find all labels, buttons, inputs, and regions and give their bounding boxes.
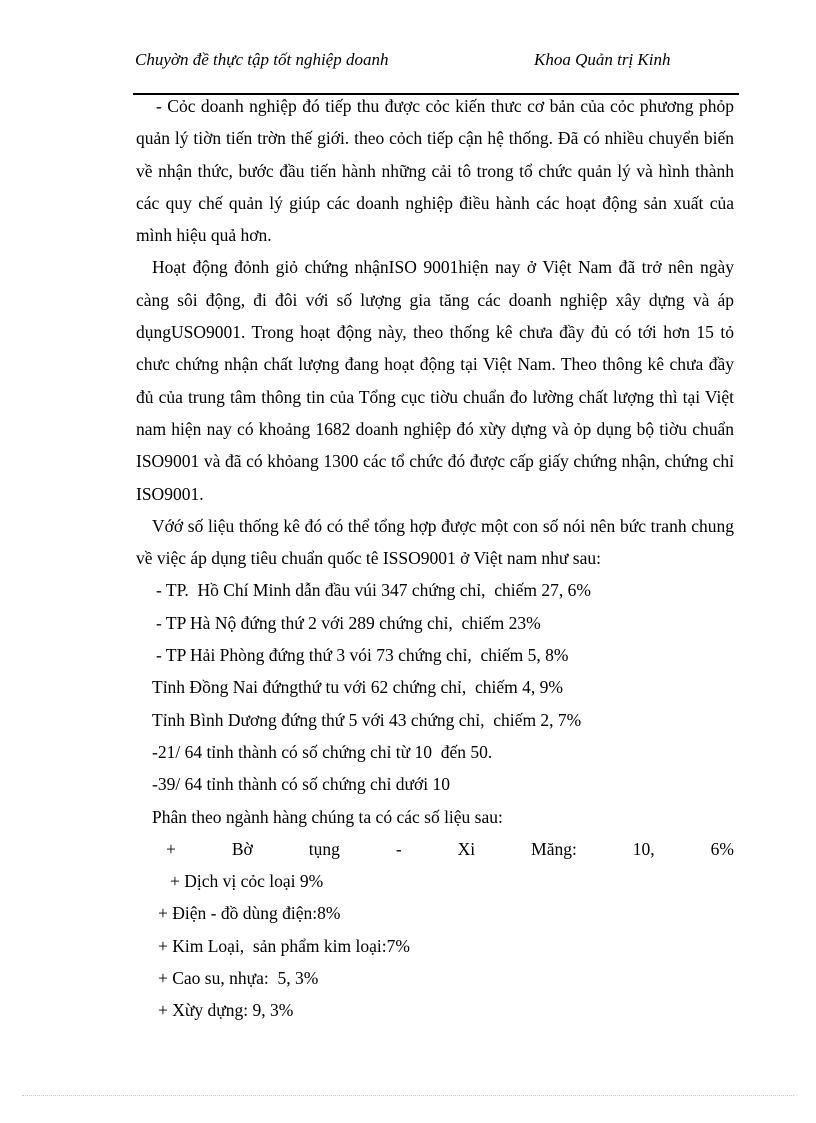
list-item: -39/ 64 tỉnh thành có số chứng chỉ dưới 10 [152, 774, 450, 795]
list-item: + Bờ tụng - Xi Măng: 10, 6% [166, 838, 734, 859]
header-left-title: Chuyờn đề thực tập tốt nghiệp doanh [135, 50, 389, 69]
list-item: + Dịch vị cỏc loại 9% [170, 871, 324, 892]
footer-divider [22, 1095, 794, 1096]
paragraph-2: Hoạt động đỏnh giỏ chứng nhậnISO 9001hiện nay ở Việt Nam đã trở nên ngày càng sôi động, đi đôi với số lượng gia tăng các doanh nghiệp xây dựng và áp dụngUSO9001. Trong hoạt động này, theo thống kê chưa đầy đủ có tới hơn 15 tỏ chưc chứng nhận chất lượng đang hoạt động tại Việt Nam. Theo thông kê chưa đầy đủ của trung tâm thông tin của Tổng cục tiờu chuẩn đo lường chất lượng thì tại Việt nam hiện nay có khoảng 1682 doanh nghiệp đó xừy dựng và ỏp dụng bộ tiờu chuẩn ISO9001 và đã có khỏang 1300 các tổ chức đó được cấp giấy chứng nhận, chứng chỉ ISO9001. [136, 257, 734, 504]
list-item: Tỉnh Đồng Nai đứngthứ tu với 62 chứng chỉ, chiếm 4, 9% [152, 677, 563, 698]
list-item: + Xừy dựng: 9, 3% [158, 1000, 294, 1021]
list-item: + Kim Loại, sản phẩm kim loại:7% [158, 935, 410, 956]
list-item: Tỉnh Bình Dương đứng thứ 5 với 43 chứng chỉ, chiếm 2, 7% [152, 709, 582, 730]
document-body [136, 90, 734, 1027]
list-item: + Cao su, nhựa: 5, 3% [158, 968, 319, 989]
list-item: Phân theo ngành hàng chúng ta có các số liệu sau: [152, 806, 503, 827]
list-item: + Điện - đồ dùng điện:8% [158, 903, 341, 924]
list-item: -21/ 64 tỉnh thành có số chứng chỉ từ 10 đến 50. [152, 741, 493, 762]
paragraph-1: - Cỏc doanh nghiệp đó tiếp thu được cỏc kiến thưc cơ bản của cỏc phương phỏp quản lý tiờn tiến trờn thế giới. theo cỏch tiếp cận hệ thống. Đã có nhiều chuyển biến về nhận thức, bước đầu tiến hành những cải tô trong tổ chức quản lý và hình thành các quy chế quản lý giúp các doanh nghiệp điều hành các hoạt động sản xuất của mình hiệu quả hơn. [136, 96, 734, 246]
paragraph-3: Vớớ số liệu thống kê đó có thể tổng hợp được một con số nói nên bức tranh chung về việc áp dụng tiêu chuẩn quốc tê ISSO9001 ở Việt nam như sau: [136, 515, 734, 569]
list-item: - TP Hà Nộ đứng thứ 2 với 289 chứng chỉ, chiếm 23% [156, 612, 541, 633]
list-item: - TP. Hồ Chí Minh dẫn đầu vúi 347 chứng chỉ, chiếm 27, 6% [156, 580, 591, 601]
header-right-title: Khoa Quản trị Kinh [534, 50, 671, 69]
list-item: - TP Hải Phòng đứng thứ 3 vói 73 chứng chỉ, chiếm 5, 8% [156, 645, 569, 666]
